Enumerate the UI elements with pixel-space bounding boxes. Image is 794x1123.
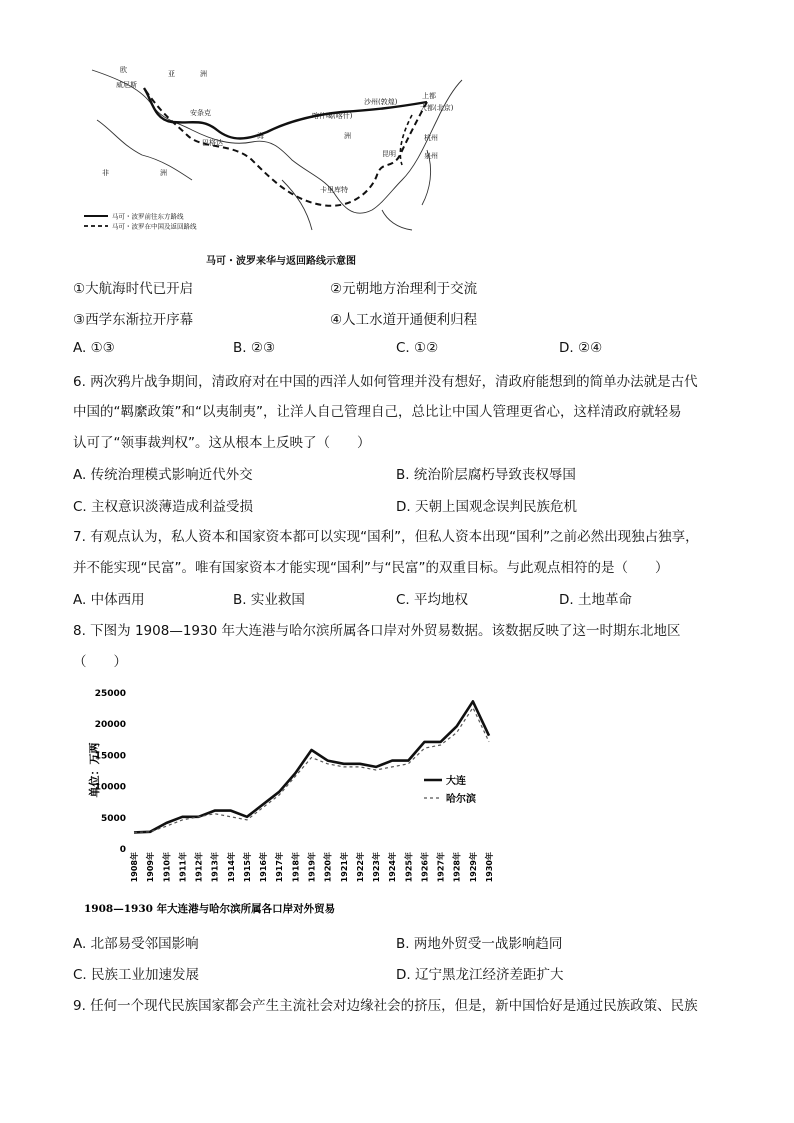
q5-option-b: B. ②③ [233, 340, 276, 356]
x-tick-label: 1930年 [485, 852, 494, 883]
q5-option-c: C. ①② [396, 340, 439, 356]
q9-stem-line1: 9. 任何一个现代民族国家都会产生主流社会对边缘社会的挤压，但是，新中国恰好是通过民族政策、民族 [73, 998, 698, 1014]
q5-option-d: D. ②④ [559, 340, 603, 356]
map-label-kunming: 昆明 [382, 150, 396, 158]
q6-option-b: B. 统治阶层腐朽导致丧权辱国 [396, 467, 576, 483]
chart-title: 1908—1930 年大连港与哈尔滨所属各口岸对外贸易 [84, 903, 336, 915]
y-tick-label: 10000 [94, 782, 126, 793]
x-tick-label: 1914年 [226, 852, 236, 883]
map-legend-forward: 马可・波罗前往东方路线 [112, 212, 184, 221]
q6-option-d: D. 天朝上国观念误判民族危机 [396, 499, 577, 515]
q6-stem-line2: 中国的“羁縻政策”和“以夷制夷”，让洋人自己管理自己，总比让中国人管理更省心，这样清政府就轻易 [73, 404, 682, 420]
map-label-quanzhou: 泉州 [424, 152, 438, 160]
q7-option-c: C. 平均地权 [396, 592, 469, 608]
legend-label-harbin: 哈尔滨 [446, 794, 476, 805]
x-tick-label: 1929年 [468, 852, 478, 883]
x-tick-label: 1909年 [146, 852, 156, 883]
q7-option-a: A. 中体西用 [73, 592, 145, 608]
y-tick-label: 5000 [100, 813, 126, 824]
q8-option-a: A. 北部易受邻国影响 [73, 936, 199, 952]
map-label-africa-1: 非 [102, 169, 109, 177]
y-tick-label: 0 [119, 845, 126, 855]
x-tick-label: 1926年 [420, 852, 430, 883]
map-label-sea: 海 [257, 132, 264, 140]
map-legend-return: 马可・波罗在中国及返回路线 [112, 222, 197, 231]
q5-statement-1: ①大航海时代已开启 [73, 281, 194, 297]
q8-option-b: B. 两地外贸受一战影响趋同 [396, 936, 563, 952]
map-label-antioch: 安条克 [190, 109, 211, 117]
q7-stem-line2: 并不能实现“民富”。唯有国家资本才能实现“国利”与“民富”的双重目标。与此观点相符的是（ ） [73, 560, 669, 576]
map-label-shazhou: 沙州(敦煌) [364, 98, 398, 106]
x-tick-label: 1928年 [452, 852, 462, 883]
series-line-harbin [134, 708, 489, 833]
map-label-dadu: 大都(北京) [420, 104, 454, 112]
map-label-kayal: 卡里库特 [320, 186, 348, 194]
q8-option-c: C. 民族工业加速发展 [73, 967, 200, 983]
map-label-venice-2: 威尼斯 [116, 81, 137, 89]
q7-option-d: D. 土地革命 [559, 592, 632, 608]
map-label-africa-2: 洲 [160, 169, 167, 177]
map-caption: 马可・波罗来华与返回路线示意图 [206, 256, 356, 267]
x-tick-label: 1923年 [372, 852, 382, 883]
x-tick-label: 1912年 [194, 852, 204, 883]
x-tick-label: 1920年 [323, 852, 333, 883]
q8-option-d: D. 辽宁黑龙江经济差距扩大 [396, 967, 564, 983]
map-label-zone: 洲 [344, 132, 351, 140]
map-label-asia-2: 洲 [200, 70, 207, 78]
q6-stem-line3: 认可了“领事裁判权”。这从根本上反映了（ ） [73, 435, 371, 451]
x-tick-label: 1922年 [355, 852, 365, 883]
y-tick-label: 20000 [94, 720, 126, 731]
x-tick-label: 1917年 [275, 852, 285, 883]
x-tick-label: 1924年 [388, 852, 398, 883]
q5-statement-2: ②元朝地方治理利于交流 [330, 281, 478, 297]
trade-line-chart [84, 680, 504, 922]
x-tick-label: 1916年 [259, 852, 269, 883]
x-tick-label: 1919年 [307, 852, 317, 883]
q6-option-c: C. 主权意识淡薄造成利益受损 [73, 499, 254, 515]
x-tick-label: 1911年 [178, 852, 188, 883]
map-label-kashgar: 喀什噶(喀什) [312, 112, 353, 120]
map-label-hangzhou: 杭州 [424, 134, 438, 142]
map-label-baghdad: 巴格达 [202, 139, 223, 147]
series-line-dalian [134, 701, 489, 832]
map-label-venice-1: 欧 [120, 66, 127, 74]
y-tick-label: 15000 [94, 751, 126, 762]
x-tick-label: 1913年 [210, 852, 220, 883]
q5-option-a: A. ①③ [73, 340, 115, 356]
q8-stem-line1: 8. 下图为 1908—1930 年大连港与哈尔滨所属各口岸对外贸易数据。该数据反映了这一时期东北地区 [73, 623, 681, 639]
x-tick-label: 1915年 [242, 852, 252, 883]
q5-statement-3: ③西学东渐拉开序幕 [73, 312, 194, 328]
y-axis-label: 单位：万两 [88, 742, 101, 798]
x-tick-label: 1918年 [291, 852, 301, 883]
map-label-asia-1: 亚 [168, 70, 175, 78]
map-label-shangdu: 上都 [422, 92, 436, 100]
q6-stem-line1: 6. 两次鸦片战争期间，清政府对在中国的西洋人如何管理并没有想好，清政府能想到的简单办法就是古代 [73, 374, 698, 390]
y-tick-label: 25000 [94, 689, 126, 699]
q8-stem-line2: （ ） [73, 654, 127, 670]
x-tick-label: 1925年 [404, 852, 414, 883]
x-tick-label: 1910年 [162, 852, 172, 883]
x-tick-label: 1908年 [130, 852, 139, 883]
x-tick-label: 1927年 [436, 852, 446, 883]
q7-stem-line1: 7. 有观点认为，私人资本和国家资本都可以实现“国利”，但私人资本出现“国利”之前必然出现独占独享， [73, 529, 699, 545]
route-map [82, 60, 477, 238]
q7-option-b: B. 实业救国 [233, 592, 305, 608]
x-tick-label: 1921年 [339, 852, 349, 883]
legend-label-dalian: 大连 [446, 776, 466, 787]
q5-statement-4: ④人工水道开通便利归程 [330, 312, 478, 328]
q6-option-a: A. 传统治理模式影响近代外交 [73, 467, 253, 483]
